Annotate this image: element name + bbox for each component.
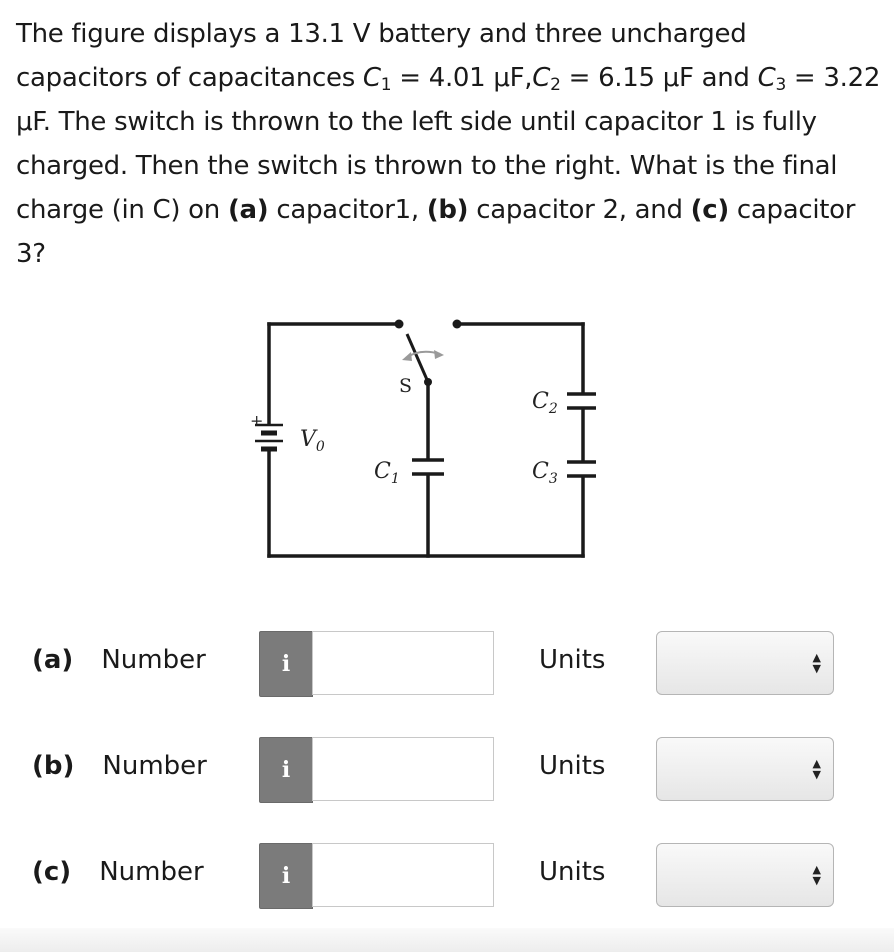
- answer-row-c: [0, 843, 894, 909]
- c3-subscript: 3: [775, 75, 786, 95]
- part-b-marker: (b): [426, 195, 469, 225]
- c1-value: 4.01: [428, 63, 486, 93]
- switch: [395, 320, 462, 398]
- part-letter: (a): [32, 645, 74, 675]
- footer-bar: [0, 928, 894, 952]
- number-label: Number: [102, 751, 207, 781]
- c1-unit: μF,: [485, 63, 533, 93]
- equals-sign: =: [560, 63, 599, 93]
- number-input-a[interactable]: [312, 631, 494, 695]
- select-caret-icon: ▲ ▼: [812, 651, 821, 675]
- units-select-b[interactable]: [656, 737, 834, 801]
- capacitor-c1: [374, 459, 444, 487]
- capacitor-c3: [532, 459, 596, 487]
- c2-unit: μF and: [654, 63, 758, 93]
- c2-subscript: 2: [550, 75, 561, 95]
- question-part: V battery and three uncharged capacitors of capacitances: [16, 19, 747, 93]
- c2-symbol: C: [532, 63, 551, 93]
- answer-row-b: [0, 737, 894, 803]
- info-icon[interactable]: i: [259, 737, 313, 803]
- question-part: capacitor 2, and: [468, 195, 691, 225]
- c2-label: $C_2$: [532, 389, 558, 417]
- equals-sign: =: [391, 63, 429, 93]
- c3-symbol: C: [757, 63, 776, 93]
- number-label: Number: [99, 857, 204, 887]
- switch-left-contact: [395, 320, 404, 329]
- number-label: Number: [101, 645, 206, 675]
- info-icon[interactable]: i: [259, 631, 313, 697]
- c1-subscript: 1: [380, 75, 392, 95]
- units-label: Units: [539, 857, 606, 887]
- part-a-marker: (a): [227, 195, 269, 225]
- number-input-c[interactable]: [312, 843, 494, 907]
- number-input-b[interactable]: [312, 737, 494, 801]
- answer-row-a: [0, 631, 894, 697]
- select-caret-icon: ▲ ▼: [812, 863, 821, 887]
- switch-right-contact: [453, 320, 462, 329]
- question-part: The figure displays a: [16, 19, 289, 49]
- question-part: capacitor1,: [268, 195, 427, 225]
- question-text: [16, 12, 882, 276]
- answer-label: [32, 751, 207, 781]
- question-part: capacitor 3?: [16, 195, 856, 269]
- battery-plus-sign: +: [250, 411, 264, 430]
- circuit-figure: [236, 300, 596, 570]
- c1-label: $C_1$: [374, 459, 400, 487]
- switch-arrow-head-right: [434, 350, 444, 359]
- c2-value: 6.15: [598, 63, 655, 93]
- c3-label: $C_3$: [532, 459, 558, 487]
- answer-label: [32, 857, 204, 887]
- part-letter: (c): [32, 857, 72, 887]
- units-select-a[interactable]: [656, 631, 834, 695]
- capacitor-c2: [532, 389, 596, 417]
- c1-symbol: C: [362, 63, 381, 93]
- info-icon[interactable]: i: [259, 843, 313, 909]
- voltage-value: 13.1: [288, 19, 345, 49]
- question-part: The switch is thrown to the left side until capacitor 1 is fully charged. Then the switch is thrown to the right. What is the final charge (in C) on: [16, 107, 838, 225]
- part-letter: (b): [32, 751, 75, 781]
- select-caret-icon: ▲ ▼: [812, 757, 821, 781]
- units-label: Units: [539, 751, 606, 781]
- battery-label: $V_0$: [300, 427, 325, 455]
- part-c-marker: (c): [690, 195, 729, 225]
- answer-label: [32, 645, 206, 675]
- switch-arrow-head-left: [402, 352, 412, 361]
- units-select-c[interactable]: [656, 843, 834, 907]
- c3-value: 3.22: [823, 63, 881, 93]
- units-label: Units: [539, 645, 606, 675]
- equals-sign: =: [785, 63, 824, 93]
- c3-unit: μF.: [16, 107, 51, 137]
- battery: [250, 411, 325, 455]
- switch-label: S: [399, 375, 413, 397]
